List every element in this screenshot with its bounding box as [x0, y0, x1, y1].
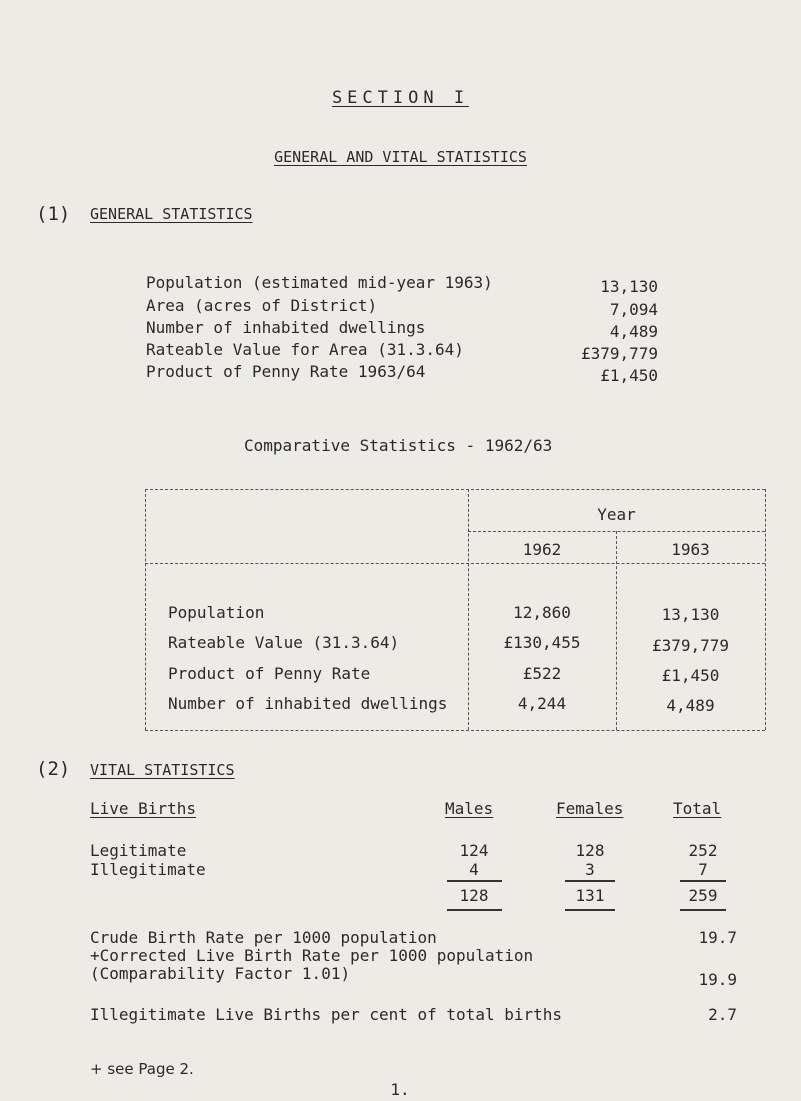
col-females-header: Females [556, 799, 624, 818]
live-births-heading: Live Births [90, 799, 196, 818]
table-cell-1962: £130,455 [503, 633, 581, 652]
rate-label: Illegitimate Live Births per cent of total births [90, 1005, 563, 1024]
general-item-label: Rateable Value for Area (31.3.64) [146, 340, 464, 359]
table-row-label: Product of Penny Rate [168, 664, 371, 683]
rate-value: 2.7 [708, 1005, 737, 1024]
table-row-label: Population [168, 603, 265, 622]
general-item-label: Area (acres of District) [146, 296, 378, 315]
col-1962-header: 1962 [522, 540, 562, 559]
table-cell-1962: 4,244 [517, 694, 567, 713]
females-value: 128 [575, 841, 605, 860]
females-value: 3 [585, 860, 595, 879]
table-cell-1963: 13,130 [661, 605, 720, 624]
table-row-label: Rateable Value (31.3.64) [168, 633, 400, 652]
general-item-value: 4,489 [609, 322, 658, 341]
total-value: 7 [698, 860, 708, 879]
comparative-title: Comparative Statistics - 1962/63 [244, 436, 553, 455]
males-value: 4 [469, 860, 479, 879]
general-item-label: Population (estimated mid-year 1963) [146, 273, 493, 292]
grand-total: 259 [688, 886, 718, 905]
sub-title: GENERAL AND VITAL STATISTICS [274, 148, 527, 166]
table-cell-1962: 12,860 [513, 603, 571, 622]
rate-label: Crude Birth Rate per 1000 population [90, 928, 437, 947]
general-item-value: £379,779 [580, 344, 658, 363]
total-value: 252 [688, 841, 718, 860]
row-label: Legitimate [90, 841, 187, 860]
footnote: + see Page 2. [90, 1060, 194, 1078]
table-cell-1963: £1,450 [661, 666, 720, 685]
section-title: SECTION I [331, 88, 470, 108]
rate-label: (Comparability Factor 1.01) [90, 964, 351, 983]
males-value: 124 [459, 841, 489, 860]
table-cell-1962: £522 [522, 664, 562, 683]
col-males-header: Males [445, 799, 494, 818]
year-header: Year [597, 505, 636, 524]
general-item-value: 13,130 [600, 277, 658, 296]
page-number: 1. [390, 1080, 410, 1099]
col-1963-header: 1963 [671, 540, 710, 559]
rate-value: 19.7 [698, 928, 737, 947]
row-label: Illegitimate [90, 860, 206, 879]
vital-statistics-heading: VITAL STATISTICS [90, 761, 235, 779]
table-cell-1963: £379,779 [651, 636, 730, 655]
section-number-2: (2) [36, 758, 71, 780]
table-cell-1963: 4,489 [666, 696, 715, 715]
col-total-header: Total [673, 799, 722, 818]
rate-label: +Corrected Live Birth Rate per 1000 population [90, 946, 534, 965]
general-item-label: Product of Penny Rate 1963/64 [146, 362, 426, 381]
rate-value: 19.9 [698, 970, 737, 989]
table-row-label: Number of inhabited dwellings [168, 694, 448, 713]
females-total: 131 [575, 886, 605, 905]
males-total: 128 [459, 886, 489, 905]
general-item-label: Number of inhabited dwellings [146, 318, 426, 337]
general-item-value: £1,450 [600, 366, 658, 385]
general-item-value: 7,094 [609, 300, 658, 319]
section-number-1: (1) [36, 203, 71, 225]
general-statistics-heading: GENERAL STATISTICS [90, 205, 253, 223]
